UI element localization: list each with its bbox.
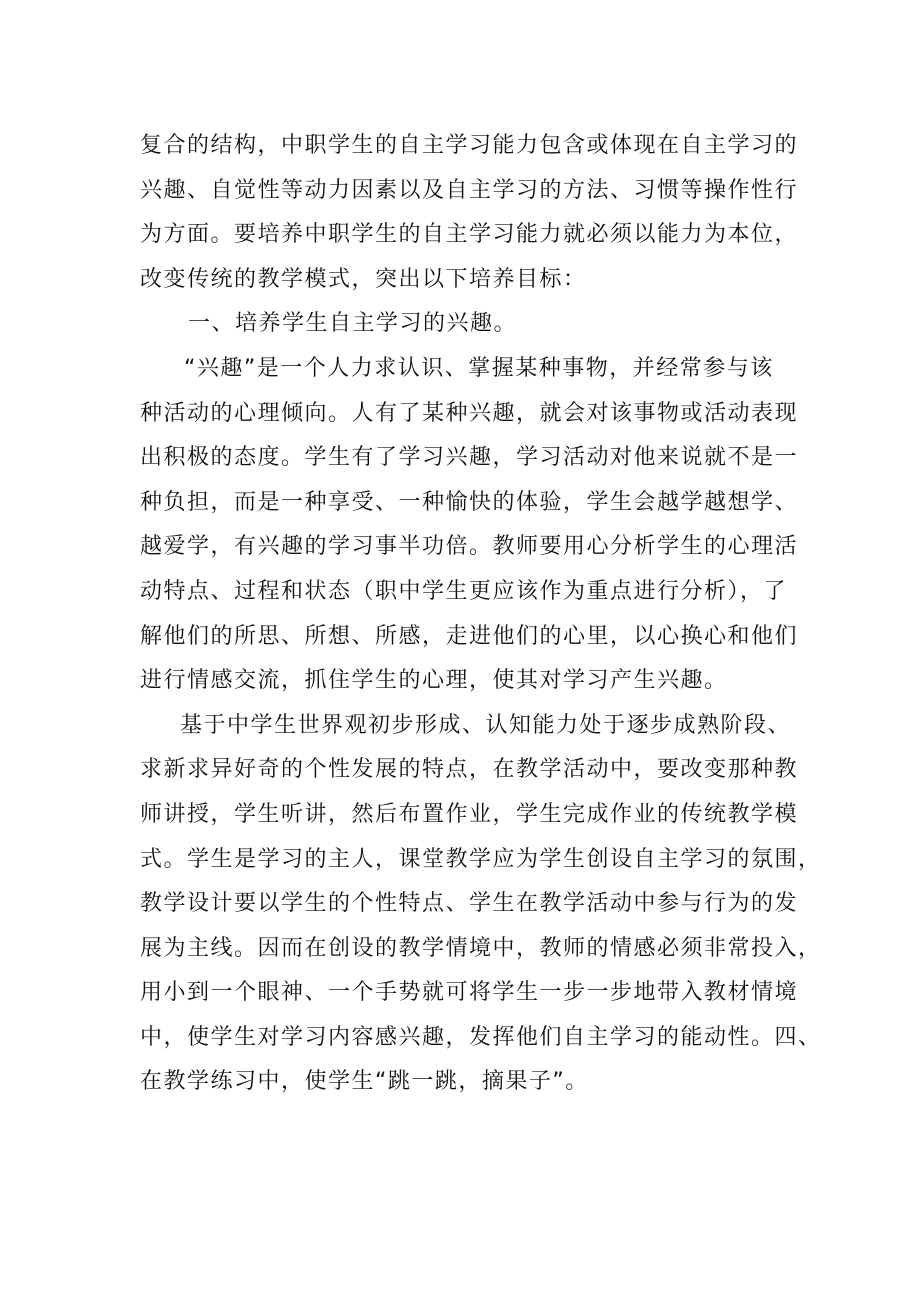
text-line: 为方面。要培养中职学生的自主学习能力就必须以能力为本位，: [140, 222, 799, 248]
text-line: 师讲授，学生听讲，然后布置作业，学生完成作业的传统教学模: [140, 801, 799, 827]
text-line: 解他们的所思、所想、所感，走进他们的心里，以心换心和他们: [140, 623, 799, 649]
text-line: 动特点、过程和状态（职中学生更应该作为重点进行分析），了: [140, 578, 788, 604]
text-line: 种活动的心理倾向。人有了某种兴趣，就会对该事物或活动表现: [140, 400, 799, 426]
text-line: 式。学生是学习的主人，课堂教学应为学生创设自主学习的氛围，: [140, 846, 822, 872]
body-text: [140, 124, 822, 1105]
text-line: 基于中学生世界观初步形成、认知能力处于逐步成熟阶段、: [180, 712, 792, 738]
text-line: 改变传统的教学模式，突出以下培养目标：: [140, 266, 587, 292]
text-line: 在教学练习中，使学生“跳一跳，摘果子”。: [140, 1069, 589, 1095]
section-heading: 一、培养学生自主学习的兴趣。: [188, 311, 518, 337]
text-line: 求新求异好奇的个性发展的特点，在教学活动中，要改变那种教: [140, 757, 799, 783]
text-line: 越爱学，有兴趣的学习事半功倍。教师要用心分析学生的心理活: [140, 534, 799, 560]
text-line: 兴趣、自觉性等动力因素以及自主学习的方法、习惯等操作性行: [140, 177, 799, 203]
text-line: 教学设计要以学生的个性特点、学生在教学活动中参与行为的发: [140, 891, 799, 917]
text-line: 展为主线。因而在创设的教学情境中，教师的情感必须非常投入，: [140, 935, 822, 961]
text-line: 复合的结构，中职学生的自主学习能力包含或体现在自主学习的: [140, 133, 799, 158]
text-line: 进行情感交流，抓住学生的心理，使其对学习产生兴趣。: [140, 668, 728, 694]
text-line: 用小到一个眼神、一个手势就可将学生一步一步地带入教材情境: [140, 980, 799, 1006]
text-line: 出积极的态度。学生有了学习兴趣，学习活动对他来说就不是一: [140, 445, 799, 471]
text-line: 中，使学生对学习内容感兴趣，发挥他们自主学习的能动性。四、: [140, 1024, 822, 1050]
text-line: “兴趣”是一个人力求认识、掌握某种事物，并经常参与该: [184, 355, 774, 381]
text-line: 种负担，而是一种享受、一种愉快的体验，学生会越学越想学、: [140, 489, 799, 515]
